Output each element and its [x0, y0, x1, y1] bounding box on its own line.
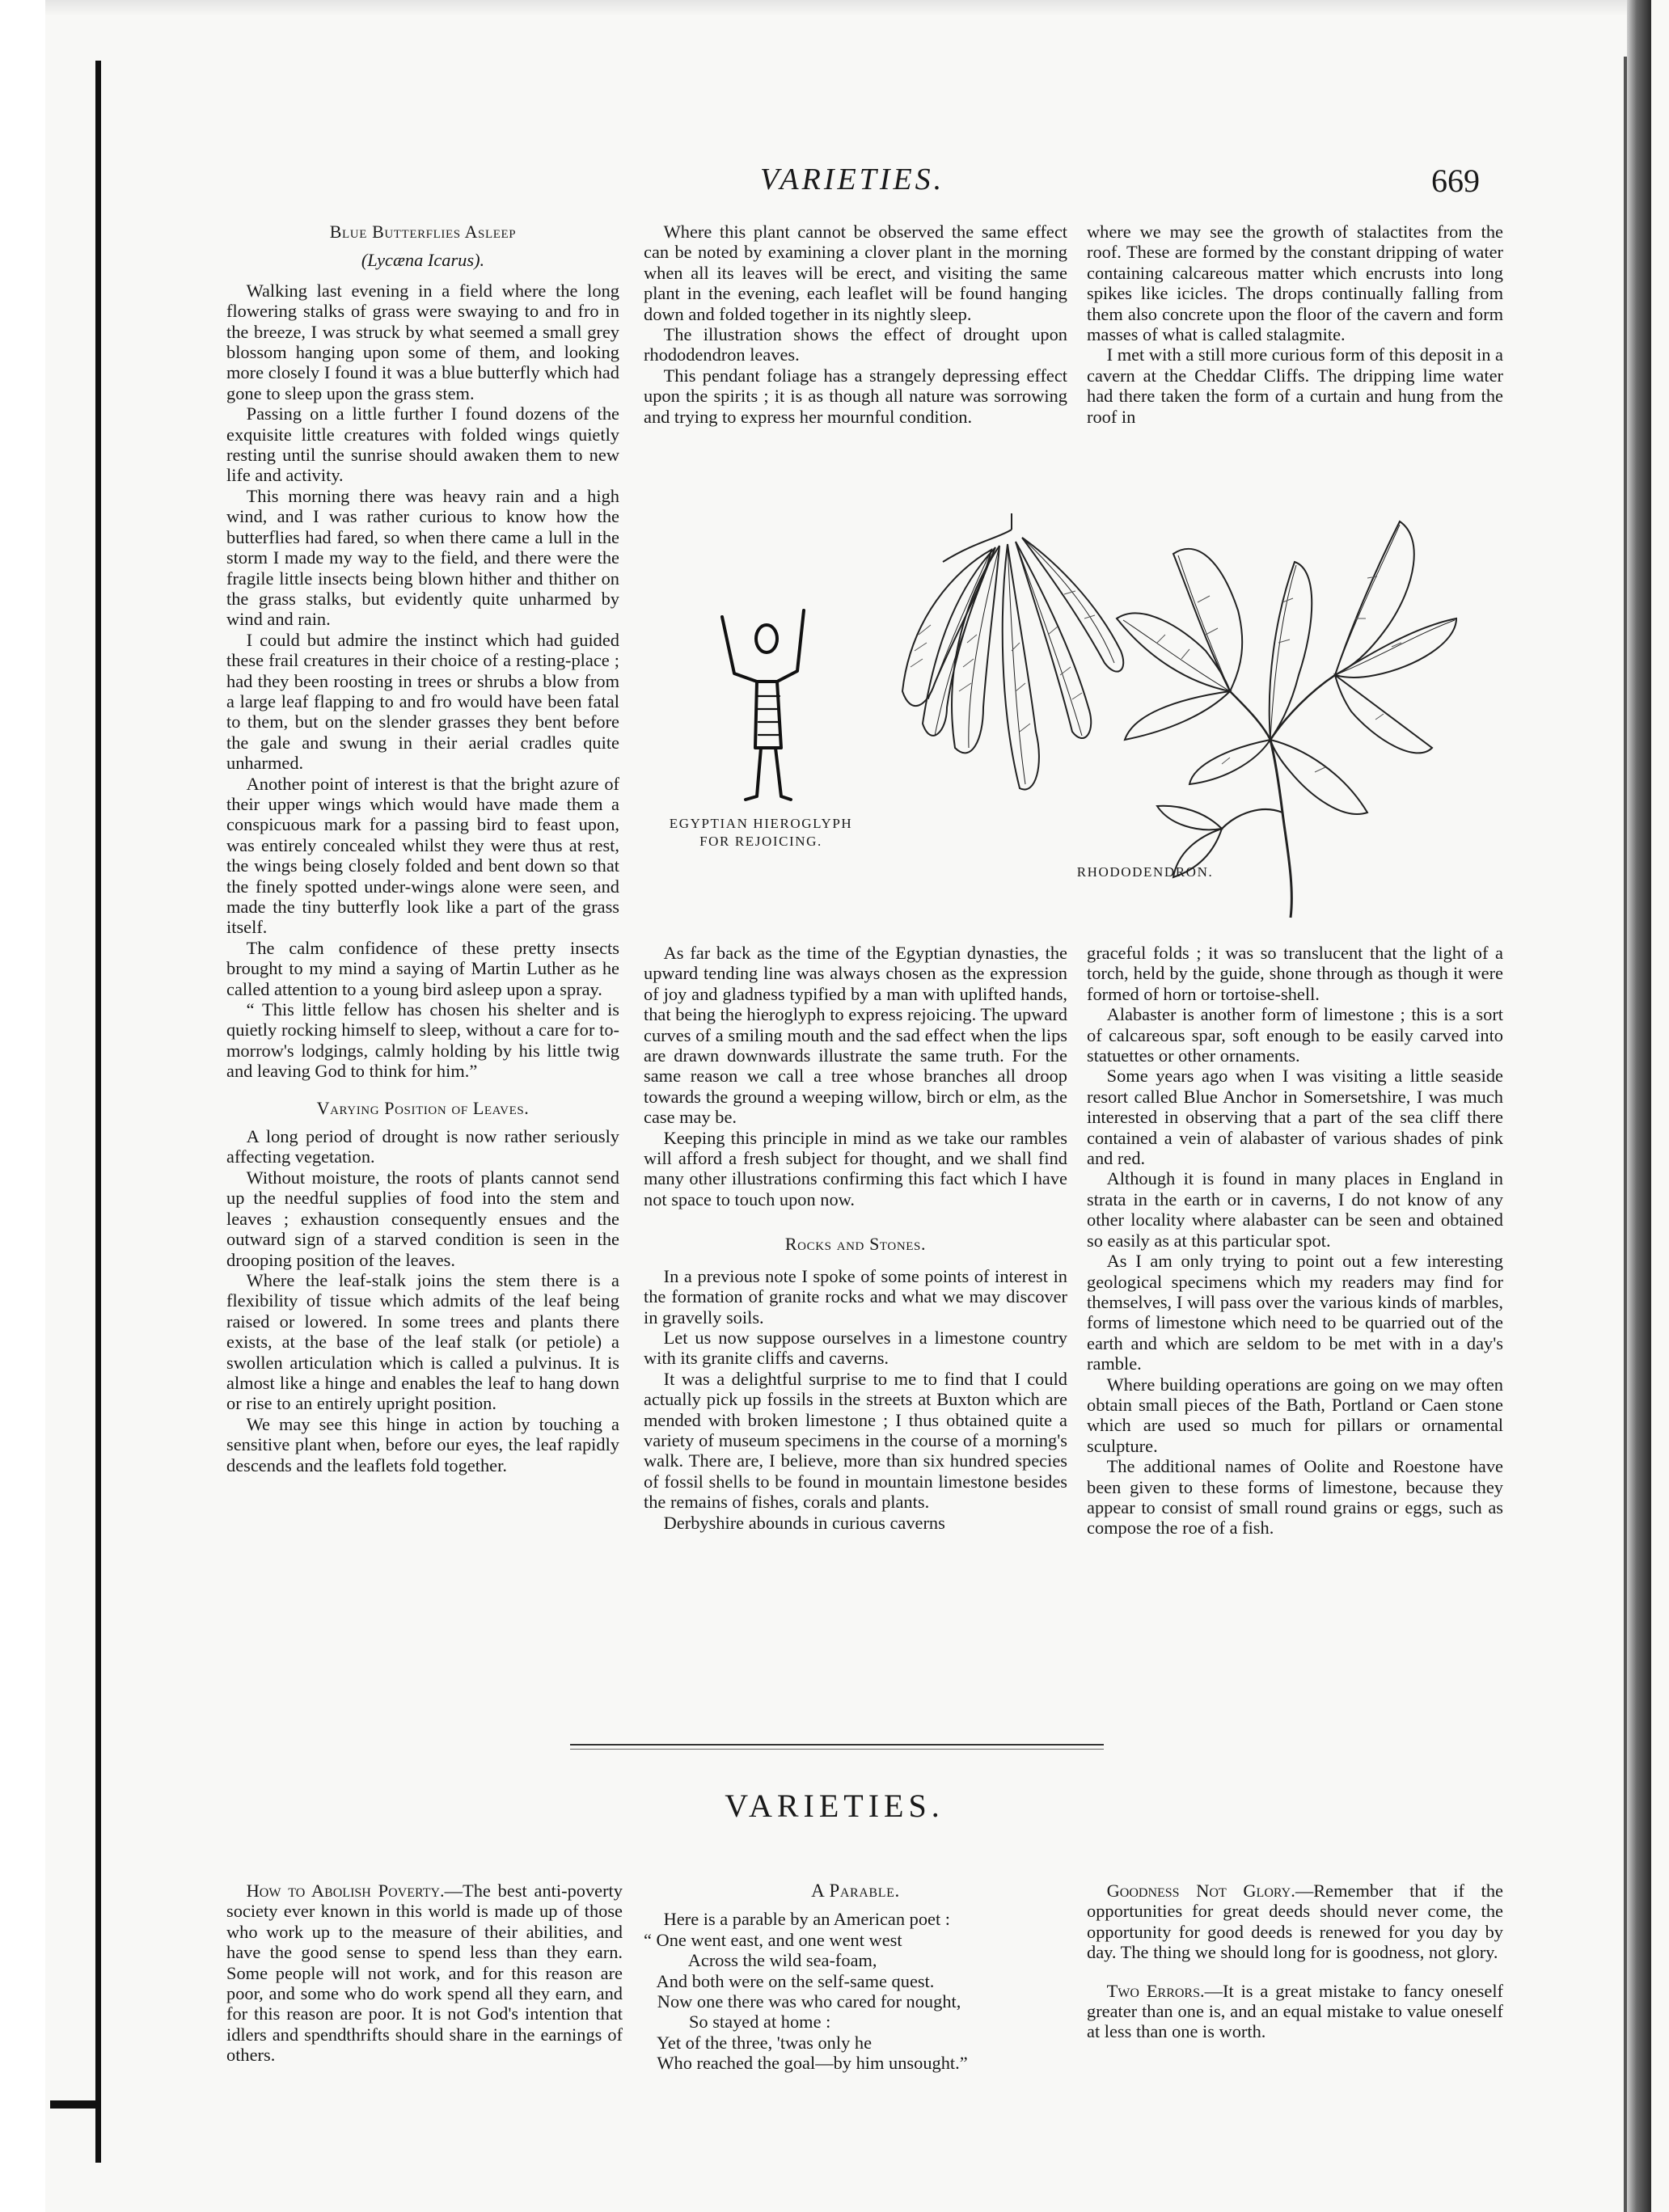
varieties-right-column	[1087, 1881, 1503, 2042]
paragraph: Alabaster is another form of limestone ; this is a sort of calcareous spar, soft enough to be easily carved into statuettes or other ornaments.	[1087, 1004, 1503, 1066]
paragraph-poverty	[226, 1881, 623, 2066]
paragraph: Some years ago when I was visiting a little seaside resort called Blue Anchor in Somersetshire, I was much interested in observing that a part of the sea cliff there contained a vein of alabaster of various shades of pink and red.	[1087, 1066, 1503, 1169]
column-1	[226, 222, 619, 1475]
paragraph: We may see this hinge in action by touching a sensitive plant when, before our eyes, the leaf rapidly descends and the leaflets fold together.	[226, 1413, 619, 1475]
paragraph: I could but admire the instinct which had guided these frail creatures in their choice of a resting-place ; had they been roosting in trees or shrubs a blow from a large leaf flapping to and fro would have been fatal to them, but on the slender grasses they bent before the gale and swung in their aerial cradles quite unharmed.	[226, 629, 619, 774]
article-title-leaves: Varying Position of Leaves.	[316, 1097, 530, 1118]
article-title-rocks: Rocks and Stones.	[784, 1234, 927, 1255]
paragraph: A long period of drought is now rather seriously affecting vegetation.	[226, 1126, 619, 1167]
figure-caption-hieroglyph: EGYPTIAN HIEROGLYPH FOR REJOICING.	[669, 816, 853, 849]
item-text-goodness: —Remember that if the opportunities for great deeds should never come, the opportunity for good deeds is renewed for you day by day. The thing we should long for is goodness, not glory.	[1087, 1881, 1504, 1963]
binding-spine-line	[95, 61, 101, 2163]
paragraph: Where this plant cannot be observed the same effect can be noted by examining a clover plant in the morning when all its leaves will be erect, and visiting the same plant in the evening, each leaflet will be found hanging down and folded together in its nightly sleep.	[644, 222, 1067, 324]
paragraph: “ This little fellow has chosen his shelter and is quietly rocking himself to sleep, without a care for to-morrow's lodgings, calmly holding by his little twig and leaving God to think for him.”	[226, 999, 619, 1082]
paragraph: This pendant foliage has a strangely depressing effect upon the spirits ; it is as though all nature was sorrowing and trying to express her mournful condition.	[644, 365, 1067, 427]
paragraph: Walking last evening in a field where the long flowering stalks of grass were swaying to and fro in the breeze, I was struck by what seemed a small grey blossom hanging upon some of them, and looking more closely I found it was a blue butterfly which had gone to sleep upon the grass stem.	[226, 280, 619, 403]
paragraph: It was a delightful surprise to me to find that I could actually pick up fossils in the streets at Buxton which are mended with broken limestone ; I thus obtained quite a variety of museum specimens in the course of a morning's walk. There are, I believe, more than six hundred species of fossil shells to be found in mountain limestone besides the remains of fishes, corals and plants.	[644, 1368, 1067, 1513]
paragraph: Keeping this principle in mind as we take our rambles will afford a fresh subject for thought, and we shall find many other illustrations confirming this fact which I have not space to touch upon now.	[644, 1127, 1067, 1209]
paragraph: Derbyshire abounds in curious caverns	[663, 1512, 945, 1533]
scan-margin-top	[45, 0, 1627, 16]
varieties-heading: VARIETIES.	[725, 1788, 944, 1824]
paragraph: As far back as the time of the Egyptian dynasties, the upward tending line was always chosen as the expression of joy and gladness typified by a man with uplifted hands, that being the hieroglyph to express rejoicing. The upward curves of a smiling mouth and the sad effect when the lips are drawn downwards illustrate the same truth. For the same reason we call a tree whose branches all droop towards the ground a weeping willow, birch or elm, as the case may be.	[644, 943, 1067, 1128]
column-2-bottom	[644, 943, 1067, 1533]
poem-line: “ One went east, and one went west	[644, 1929, 902, 1950]
paragraph: The calm confidence of these pretty insects brought to my mind a saying of Martin Luther as he called attention to a young bird asleep upon a spray.	[226, 937, 619, 999]
article-subtitle: (Lycæna Icarus).	[361, 250, 485, 271]
column-3-top	[1087, 222, 1503, 427]
paragraph-errors	[1087, 1981, 1503, 2042]
item-text-poverty: —The best anti-poverty society ever known in this world is made up of those who work up to the measure of their abilities, and have the good sense to spend less than they earn. Some people will not work, and for this reason are poor, and some who do work spend all they earn, and for this reason are poor. It is not God's intention that idlers and spendthrifts should share in the earnings of others.	[226, 1881, 623, 2066]
hieroglyph-illustration	[644, 505, 886, 813]
paragraph: Another point of interest is that the bright azure of their upper wings which would have made them a conspicuous mark for a passing bird to feast upon, was entirely concealed whilst they were thus at rest, the wings being closely folded and bent down so that the finely spotted under-wings alone were seen, and made the tiny butterfly look like a part of the grass itself.	[226, 773, 619, 938]
varieties-middle-column	[644, 1881, 1067, 2074]
poem-line: Across the wild sea-foam,	[644, 1950, 877, 1971]
paragraph: In a previous note I spoke of some points of interest in the formation of granite rocks and what we may discover in gravelly soils.	[644, 1265, 1067, 1328]
running-title: VARIETIES.	[760, 163, 945, 196]
rhododendron-drooping-illustration	[878, 505, 1145, 845]
column-2-top	[644, 222, 1067, 427]
rhododendron-branch-illustration	[1109, 505, 1473, 926]
paragraph-goodness	[1087, 1881, 1503, 1963]
paragraph: The illustration shows the effect of drought upon rhododendron leaves.	[644, 324, 1067, 365]
item-title-goodness: Goodness Not Glory.	[1106, 1881, 1295, 1901]
paragraph: I met with a still more curious form of this deposit in a cavern at the Cheddar Cliffs. The dripping lime water had there taken the form of a curtain and hung from the roof in	[1087, 344, 1503, 427]
figure-caption-rhododendron: RHODODENDRON.	[1076, 864, 1214, 880]
item-title-poverty: How to Abolish Poverty.	[246, 1881, 445, 1901]
poem-line: So stayed at home :	[644, 2011, 831, 2033]
paragraph: where we may see the growth of stalactites from the roof. These are formed by the constant dripping of water containing calcareous matter which encrusts into long spikes like icicles. The drops continually falling from them also concrete upon the floor of the cavern and form masses of what is called stalagmite.	[1087, 222, 1503, 345]
paragraph: Where building operations are going on we may often obtain small pieces of the Bath, Portland or Caen stone which are used so much for pillars or ornamental sculpture.	[1087, 1374, 1503, 1456]
page-edge-shadow	[1627, 0, 1651, 2212]
item-text-errors: —It is a great mistake to fancy oneself greater than one is, and an equal mistake to value oneself at less than one is worth.	[1087, 1980, 1503, 2042]
section-divider-thin	[570, 1749, 1104, 1750]
section-divider	[570, 1744, 1104, 1746]
binding-spine-tick	[50, 2100, 100, 2109]
column-3-bottom	[1087, 943, 1503, 1539]
paragraph: The additional names of Oolite and Roestone have been given to these forms of limestone, because they appear to consist of small round grains or eggs, such as compose the roe of a fish.	[1087, 1456, 1503, 1539]
poem-line: Yet of the three, 'twas only he	[644, 2032, 873, 2053]
item-title-errors: Two Errors.	[1106, 1980, 1205, 2001]
paragraph: Passing on a little further I found dozens of the exquisite little creatures with folded wings quietly resting until the sunrise should awaken them to new life and activity.	[226, 403, 619, 486]
varieties-left-column	[226, 1881, 623, 2066]
poem-line: Now one there was who cared for nought,	[644, 1991, 961, 2012]
article-title-butterflies: Blue Butterflies Asleep	[329, 222, 517, 242]
parable-intro: Here is a parable by an American poet :	[663, 1909, 950, 1930]
illustration-figure	[644, 505, 1517, 926]
poem-line: Who reached the goal—by him unsought.”	[644, 2053, 968, 2074]
paragraph: Without moisture, the roots of plants cannot send up the needful supplies of food into the stem and leaves ; exhaustion consequently ensues and the outward sign of a starved condition is seen in the drooping position of the leaves.	[226, 1167, 619, 1270]
page-number: 669	[1431, 163, 1480, 199]
paragraph: This morning there was heavy rain and a high wind, and I was rather curious to know how the butterflies had fared, so when there came a lull in the storm I made my way to the field, and there were the fragile little insects being blown hither and thither on the grass stalks, but evidently quite unharmed by wind and rain.	[226, 485, 619, 630]
poem-line: And both were on the self-same quest.	[644, 1970, 935, 1991]
item-title-parable: A Parable.	[811, 1881, 900, 1901]
paragraph: graceful folds ; it was so translucent that the light of a torch, held by the guide, shone through as though it were formed of horn or tortoise-shell.	[1087, 943, 1503, 1004]
paragraph: Let us now suppose ourselves in a limestone country with its granite cliffs and caverns.	[644, 1327, 1067, 1369]
scan-margin-left	[0, 0, 45, 2212]
paragraph: Where the leaf-stalk joins the stem there is a flexibility of tissue which admits of the leaf being raised or lowered. In some trees and plants there exists, at the base of the leaf stalk (or petiole) a swollen articulation which is called a pulvinus. It is almost like a hinge and enables the leaf to hang down or rise to an entirely upright position.	[226, 1269, 619, 1414]
paragraph: As I am only trying to point out a few interesting geological specimens which my readers may find for themselves, I will pass over the various kinds of marbles, forms of limestone which need to be quarried out of the earth and which are seldom to be met with in a day's ramble.	[1087, 1251, 1503, 1374]
paragraph: Although it is found in many places in England in strata in the earth or in caverns, I do not know of any other locality where alabaster can be seen and obtained so easily as at this particular spot.	[1087, 1168, 1503, 1251]
parable-poem	[644, 1930, 1067, 2074]
